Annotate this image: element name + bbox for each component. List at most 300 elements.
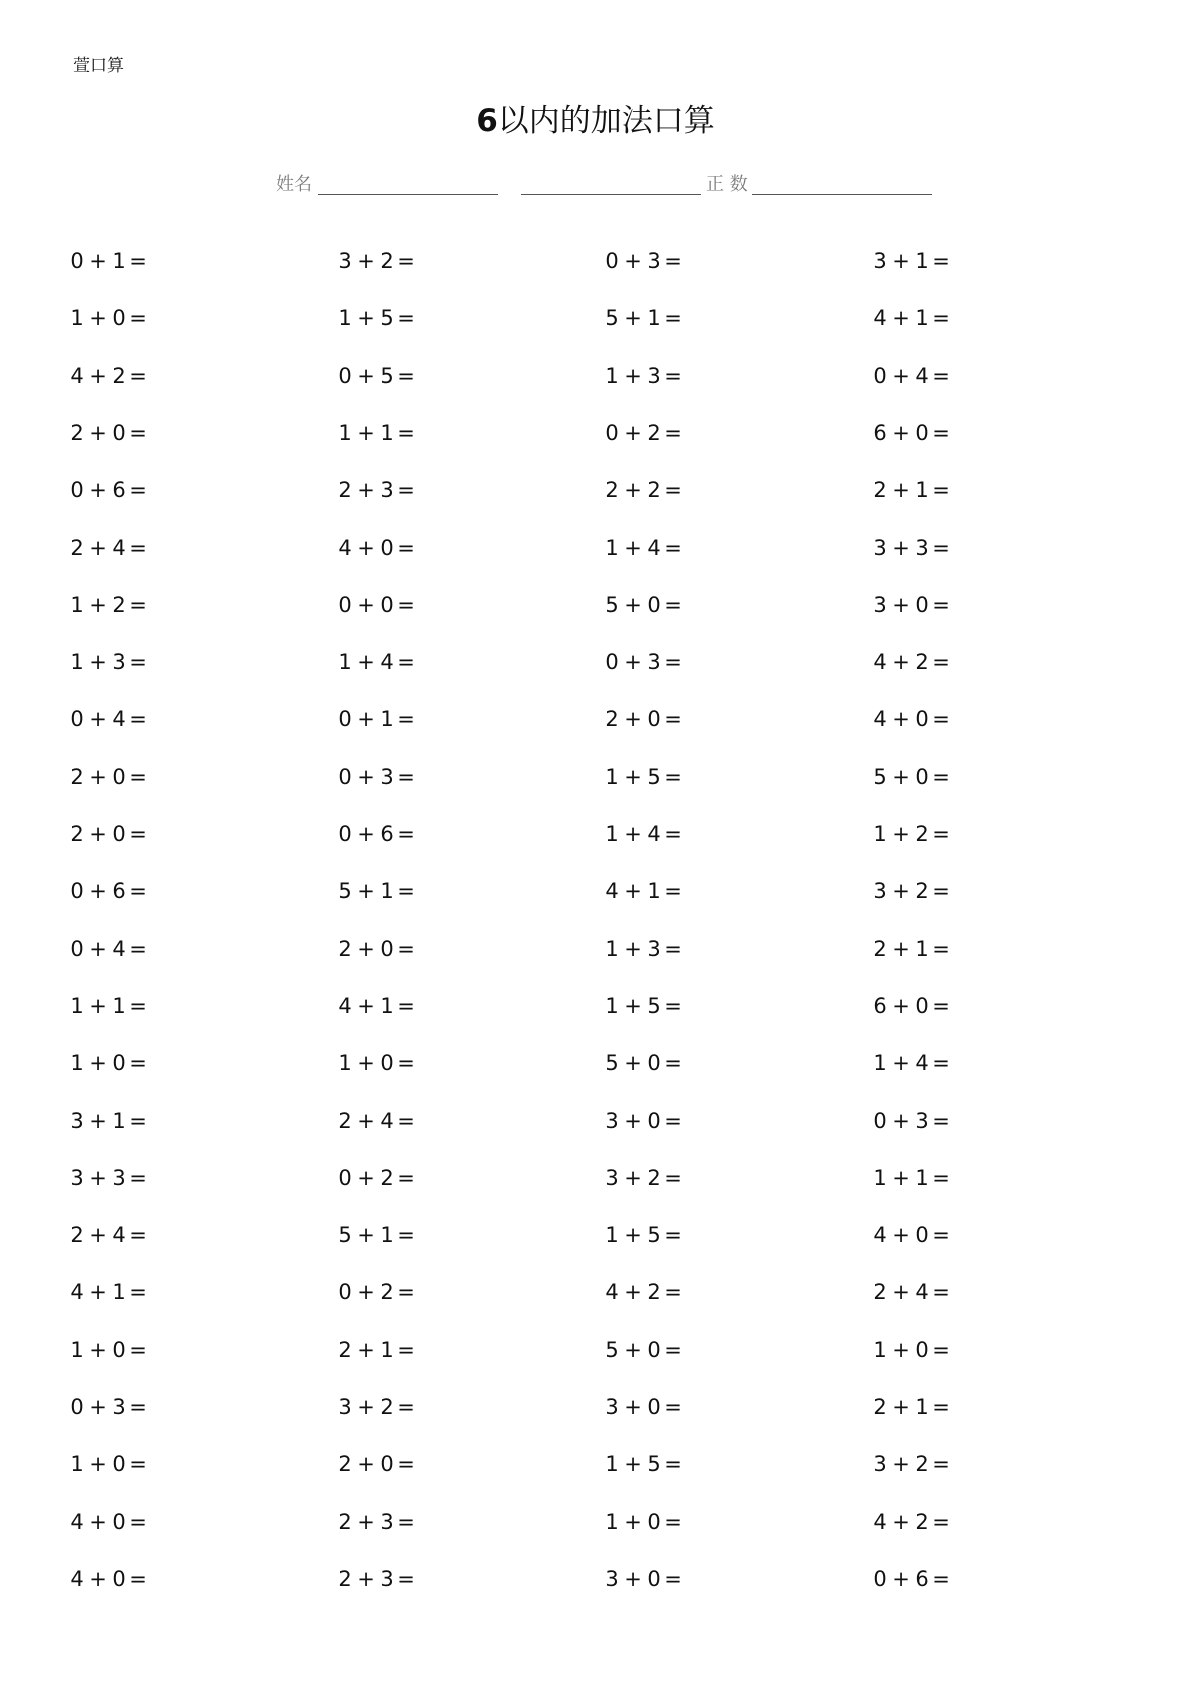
operand-b: 0 xyxy=(915,593,929,617)
operand-b: 1 xyxy=(647,879,661,903)
problem-item xyxy=(605,991,685,1021)
problem-item xyxy=(70,704,150,734)
plus-sign: + xyxy=(892,364,910,388)
equals-sign: = xyxy=(397,1051,415,1075)
plus-sign: + xyxy=(624,421,642,445)
plus-sign: + xyxy=(892,1510,910,1534)
plus-sign: + xyxy=(357,1280,375,1304)
operand-a: 1 xyxy=(338,306,352,330)
plus-sign: + xyxy=(892,937,910,961)
equals-sign: = xyxy=(932,478,950,502)
operand-a: 2 xyxy=(873,478,887,502)
operand-b: 3 xyxy=(380,1510,394,1534)
operand-a: 5 xyxy=(338,1223,352,1247)
problem-item xyxy=(605,533,685,563)
operand-b: 6 xyxy=(380,822,394,846)
plus-sign: + xyxy=(89,765,107,789)
plus-sign: + xyxy=(357,249,375,273)
operand-b: 4 xyxy=(915,1280,929,1304)
equals-sign: = xyxy=(129,593,147,617)
plus-sign: + xyxy=(357,478,375,502)
operand-a: 0 xyxy=(338,364,352,388)
equals-sign: = xyxy=(932,593,950,617)
plus-sign: + xyxy=(89,1280,107,1304)
operand-b: 6 xyxy=(112,879,126,903)
operand-a: 0 xyxy=(338,707,352,731)
problem-item xyxy=(70,1277,150,1307)
operand-a: 4 xyxy=(605,879,619,903)
operand-a: 4 xyxy=(70,1280,84,1304)
operand-a: 0 xyxy=(338,1166,352,1190)
equals-sign: = xyxy=(664,1166,682,1190)
plus-sign: + xyxy=(624,364,642,388)
plus-sign: + xyxy=(892,249,910,273)
problem-item xyxy=(605,934,685,964)
operand-a: 4 xyxy=(70,364,84,388)
plus-sign: + xyxy=(89,879,107,903)
operand-b: 3 xyxy=(112,1395,126,1419)
operand-b: 2 xyxy=(112,364,126,388)
operand-a: 0 xyxy=(338,765,352,789)
equals-sign: = xyxy=(397,593,415,617)
equals-sign: = xyxy=(397,994,415,1018)
problem-item xyxy=(605,1163,685,1193)
plus-sign: + xyxy=(89,306,107,330)
problem-item xyxy=(338,1163,418,1193)
operand-a: 1 xyxy=(605,765,619,789)
problem-item xyxy=(873,590,953,620)
operand-a: 2 xyxy=(338,1338,352,1362)
plus-sign: + xyxy=(89,1395,107,1419)
operand-b: 1 xyxy=(380,707,394,731)
plus-sign: + xyxy=(357,707,375,731)
operand-b: 0 xyxy=(647,1051,661,1075)
plus-sign: + xyxy=(624,707,642,731)
operand-b: 3 xyxy=(915,536,929,560)
operand-a: 2 xyxy=(873,937,887,961)
operand-b: 1 xyxy=(915,1395,929,1419)
operand-a: 3 xyxy=(873,536,887,560)
plus-sign: + xyxy=(624,1338,642,1362)
header-label: 萱口算 xyxy=(73,56,124,76)
plus-sign: + xyxy=(89,1166,107,1190)
operand-a: 2 xyxy=(338,1567,352,1591)
equals-sign: = xyxy=(932,1395,950,1419)
equals-sign: = xyxy=(664,765,682,789)
equals-sign: = xyxy=(664,650,682,674)
operand-a: 3 xyxy=(70,1109,84,1133)
problem-item xyxy=(605,1392,685,1422)
operand-b: 2 xyxy=(915,650,929,674)
plus-sign: + xyxy=(624,994,642,1018)
plus-sign: + xyxy=(89,937,107,961)
problem-item xyxy=(338,590,418,620)
operand-b: 0 xyxy=(915,707,929,731)
equals-sign: = xyxy=(932,707,950,731)
problem-item xyxy=(873,1277,953,1307)
problem-item xyxy=(873,704,953,734)
plus-sign: + xyxy=(357,364,375,388)
plus-sign: + xyxy=(892,593,910,617)
problem-item xyxy=(70,762,150,792)
operand-a: 0 xyxy=(338,593,352,617)
operand-a: 3 xyxy=(605,1395,619,1419)
plus-sign: + xyxy=(357,650,375,674)
equals-sign: = xyxy=(397,536,415,560)
plus-sign: + xyxy=(624,650,642,674)
operand-a: 2 xyxy=(70,765,84,789)
operand-b: 2 xyxy=(112,593,126,617)
operand-b: 4 xyxy=(380,650,394,674)
operand-a: 0 xyxy=(338,822,352,846)
equals-sign: = xyxy=(932,1338,950,1362)
operand-a: 4 xyxy=(873,650,887,674)
equals-sign: = xyxy=(664,536,682,560)
equals-sign: = xyxy=(129,364,147,388)
operand-a: 2 xyxy=(605,707,619,731)
plus-sign: + xyxy=(624,1223,642,1247)
equals-sign: = xyxy=(664,994,682,1018)
equals-sign: = xyxy=(664,1452,682,1476)
problem-item xyxy=(338,991,418,1021)
plus-sign: + xyxy=(892,306,910,330)
equals-sign: = xyxy=(932,1452,950,1476)
equals-sign: = xyxy=(664,1109,682,1133)
operand-a: 1 xyxy=(70,994,84,1018)
equals-sign: = xyxy=(129,1280,147,1304)
operand-a: 2 xyxy=(605,478,619,502)
plus-sign: + xyxy=(89,1452,107,1476)
plus-sign: + xyxy=(624,593,642,617)
operand-b: 3 xyxy=(647,650,661,674)
problem-item xyxy=(338,1507,418,1537)
problem-item xyxy=(605,475,685,505)
operand-a: 0 xyxy=(605,421,619,445)
equals-sign: = xyxy=(664,1510,682,1534)
operand-b: 5 xyxy=(380,364,394,388)
operand-b: 0 xyxy=(380,937,394,961)
operand-a: 0 xyxy=(70,1395,84,1419)
operand-a: 1 xyxy=(605,937,619,961)
equals-sign: = xyxy=(129,707,147,731)
operand-a: 2 xyxy=(338,1510,352,1534)
problem-item xyxy=(70,533,150,563)
operand-b: 3 xyxy=(112,650,126,674)
operand-b: 1 xyxy=(647,306,661,330)
problem-item xyxy=(605,1220,685,1250)
equals-sign: = xyxy=(129,1338,147,1362)
problem-item xyxy=(338,1335,418,1365)
operand-a: 3 xyxy=(873,1452,887,1476)
operand-a: 5 xyxy=(605,1338,619,1362)
operand-a: 4 xyxy=(873,707,887,731)
problem-item xyxy=(338,1106,418,1136)
plus-sign: + xyxy=(892,994,910,1018)
operand-a: 3 xyxy=(338,249,352,273)
equals-sign: = xyxy=(664,822,682,846)
operand-a: 1 xyxy=(605,1510,619,1534)
problem-item xyxy=(70,1564,150,1594)
operand-a: 1 xyxy=(873,1166,887,1190)
problem-item xyxy=(338,1564,418,1594)
operand-b: 1 xyxy=(380,1223,394,1247)
problem-item xyxy=(70,934,150,964)
operand-a: 0 xyxy=(70,249,84,273)
plus-sign: + xyxy=(89,1051,107,1075)
equals-sign: = xyxy=(397,249,415,273)
operand-b: 4 xyxy=(380,1109,394,1133)
plus-sign: + xyxy=(892,421,910,445)
equals-sign: = xyxy=(129,306,147,330)
operand-b: 4 xyxy=(112,536,126,560)
operand-a: 3 xyxy=(338,1395,352,1419)
equals-sign: = xyxy=(397,707,415,731)
plus-sign: + xyxy=(892,536,910,560)
operand-b: 1 xyxy=(112,1280,126,1304)
plus-sign: + xyxy=(89,650,107,674)
equals-sign: = xyxy=(129,1109,147,1133)
operand-b: 1 xyxy=(112,994,126,1018)
plus-sign: + xyxy=(357,1510,375,1534)
equals-sign: = xyxy=(129,1395,147,1419)
operand-b: 4 xyxy=(112,937,126,961)
operand-b: 0 xyxy=(647,1338,661,1362)
operand-a: 5 xyxy=(605,306,619,330)
problem-item xyxy=(873,1220,953,1250)
plus-sign: + xyxy=(357,1395,375,1419)
problem-item xyxy=(605,303,685,333)
operand-a: 4 xyxy=(873,1510,887,1534)
equals-sign: = xyxy=(932,421,950,445)
problem-item xyxy=(873,475,953,505)
operand-b: 6 xyxy=(915,1567,929,1591)
problem-item xyxy=(605,1106,685,1136)
operand-b: 4 xyxy=(915,1051,929,1075)
plus-sign: + xyxy=(624,1280,642,1304)
operand-a: 1 xyxy=(338,421,352,445)
problem-item xyxy=(338,819,418,849)
name-label: 姓名 xyxy=(276,174,312,195)
operand-b: 5 xyxy=(380,306,394,330)
operand-b: 0 xyxy=(112,765,126,789)
operand-a: 2 xyxy=(70,536,84,560)
plus-sign: + xyxy=(892,1280,910,1304)
operand-a: 1 xyxy=(70,1452,84,1476)
problem-item xyxy=(605,1449,685,1479)
operand-a: 3 xyxy=(605,1567,619,1591)
problem-item xyxy=(873,533,953,563)
operand-b: 1 xyxy=(915,937,929,961)
operand-a: 0 xyxy=(873,364,887,388)
operand-b: 5 xyxy=(647,994,661,1018)
operand-a: 2 xyxy=(873,1280,887,1304)
equals-sign: = xyxy=(932,249,950,273)
equals-sign: = xyxy=(664,879,682,903)
equals-sign: = xyxy=(932,1051,950,1075)
operand-a: 2 xyxy=(338,1109,352,1133)
equals-sign: = xyxy=(664,421,682,445)
equals-sign: = xyxy=(932,937,950,961)
operand-b: 2 xyxy=(380,249,394,273)
operand-b: 3 xyxy=(647,249,661,273)
operand-a: 4 xyxy=(338,994,352,1018)
equals-sign: = xyxy=(397,1395,415,1419)
equals-sign: = xyxy=(664,1280,682,1304)
plus-sign: + xyxy=(357,593,375,617)
plus-sign: + xyxy=(357,1223,375,1247)
plus-sign: + xyxy=(624,937,642,961)
operand-b: 1 xyxy=(112,1109,126,1133)
operand-b: 0 xyxy=(647,1510,661,1534)
equals-sign: = xyxy=(397,478,415,502)
equals-sign: = xyxy=(129,650,147,674)
operand-b: 6 xyxy=(112,478,126,502)
operand-b: 3 xyxy=(112,1166,126,1190)
operand-b: 2 xyxy=(647,478,661,502)
problem-item xyxy=(605,1277,685,1307)
problem-item xyxy=(873,1106,953,1136)
operand-b: 0 xyxy=(915,1338,929,1362)
plus-sign: + xyxy=(892,650,910,674)
operand-a: 3 xyxy=(873,879,887,903)
operand-a: 1 xyxy=(605,536,619,560)
plus-sign: + xyxy=(357,1567,375,1591)
equals-sign: = xyxy=(397,822,415,846)
operand-a: 1 xyxy=(70,306,84,330)
equals-sign: = xyxy=(932,765,950,789)
plus-sign: + xyxy=(892,1452,910,1476)
equals-sign: = xyxy=(932,650,950,674)
equals-sign: = xyxy=(129,478,147,502)
problem-item xyxy=(873,303,953,333)
operand-a: 6 xyxy=(873,994,887,1018)
problem-item xyxy=(338,533,418,563)
problem-item xyxy=(873,1449,953,1479)
operand-b: 2 xyxy=(647,1280,661,1304)
plus-sign: + xyxy=(89,822,107,846)
operand-a: 1 xyxy=(70,1051,84,1075)
equals-sign: = xyxy=(397,1567,415,1591)
problem-item xyxy=(338,1449,418,1479)
equals-sign: = xyxy=(397,1223,415,1247)
problem-item xyxy=(70,1449,150,1479)
equals-sign: = xyxy=(397,937,415,961)
plus-sign: + xyxy=(357,1338,375,1362)
operand-b: 4 xyxy=(112,1223,126,1247)
problem-item xyxy=(70,647,150,677)
operand-a: 4 xyxy=(873,306,887,330)
plus-sign: + xyxy=(624,249,642,273)
plus-sign: + xyxy=(624,822,642,846)
problem-item xyxy=(338,418,418,448)
operand-b: 0 xyxy=(112,1051,126,1075)
operand-b: 2 xyxy=(380,1395,394,1419)
operand-b: 0 xyxy=(380,1452,394,1476)
operand-a: 5 xyxy=(605,1051,619,1075)
operand-b: 5 xyxy=(647,1452,661,1476)
problem-item xyxy=(70,1335,150,1365)
problem-item xyxy=(338,361,418,391)
equals-sign: = xyxy=(664,707,682,731)
problem-item xyxy=(70,303,150,333)
equals-sign: = xyxy=(664,1223,682,1247)
problem-item xyxy=(70,1392,150,1422)
operand-b: 2 xyxy=(647,1166,661,1190)
equals-sign: = xyxy=(932,879,950,903)
equals-sign: = xyxy=(664,1395,682,1419)
problem-item xyxy=(70,418,150,448)
operand-b: 1 xyxy=(380,994,394,1018)
equals-sign: = xyxy=(664,364,682,388)
operand-b: 0 xyxy=(112,1567,126,1591)
equals-sign: = xyxy=(932,1280,950,1304)
problem-item xyxy=(605,704,685,734)
operand-a: 4 xyxy=(70,1567,84,1591)
plus-sign: + xyxy=(89,707,107,731)
problem-item xyxy=(70,1048,150,1078)
problem-item xyxy=(338,704,418,734)
operand-b: 0 xyxy=(915,994,929,1018)
equals-sign: = xyxy=(932,1510,950,1534)
problem-item xyxy=(605,1564,685,1594)
equals-sign: = xyxy=(932,306,950,330)
problem-item xyxy=(70,1163,150,1193)
operand-a: 1 xyxy=(605,364,619,388)
operand-b: 0 xyxy=(380,1051,394,1075)
equals-sign: = xyxy=(129,994,147,1018)
operand-b: 3 xyxy=(647,937,661,961)
operand-a: 3 xyxy=(605,1166,619,1190)
equals-sign: = xyxy=(397,879,415,903)
equals-sign: = xyxy=(129,421,147,445)
equals-sign: = xyxy=(129,1567,147,1591)
operand-b: 5 xyxy=(647,765,661,789)
operand-b: 2 xyxy=(647,421,661,445)
plus-sign: + xyxy=(892,1338,910,1362)
operand-a: 0 xyxy=(605,249,619,273)
problem-item xyxy=(70,590,150,620)
plus-sign: + xyxy=(89,1109,107,1133)
operand-b: 0 xyxy=(915,765,929,789)
plus-sign: + xyxy=(89,1510,107,1534)
plus-sign: + xyxy=(892,707,910,731)
operand-b: 0 xyxy=(647,1395,661,1419)
operand-b: 1 xyxy=(380,421,394,445)
operand-b: 3 xyxy=(647,364,661,388)
problem-item xyxy=(338,303,418,333)
plus-sign: + xyxy=(624,1510,642,1534)
operand-a: 1 xyxy=(605,822,619,846)
operand-a: 1 xyxy=(605,1223,619,1247)
operand-a: 3 xyxy=(605,1109,619,1133)
plus-sign: + xyxy=(89,1567,107,1591)
plus-sign: + xyxy=(892,1109,910,1133)
operand-b: 0 xyxy=(112,1452,126,1476)
problem-item xyxy=(605,1048,685,1078)
problem-item xyxy=(338,876,418,906)
operand-a: 5 xyxy=(338,879,352,903)
problem-item xyxy=(605,762,685,792)
operand-a: 1 xyxy=(873,1051,887,1075)
operand-b: 2 xyxy=(380,1280,394,1304)
plus-sign: + xyxy=(892,879,910,903)
equals-sign: = xyxy=(664,306,682,330)
operand-a: 2 xyxy=(873,1395,887,1419)
operand-a: 0 xyxy=(873,1109,887,1133)
plus-sign: + xyxy=(892,1567,910,1591)
problem-item xyxy=(70,1106,150,1136)
operand-b: 5 xyxy=(647,1223,661,1247)
